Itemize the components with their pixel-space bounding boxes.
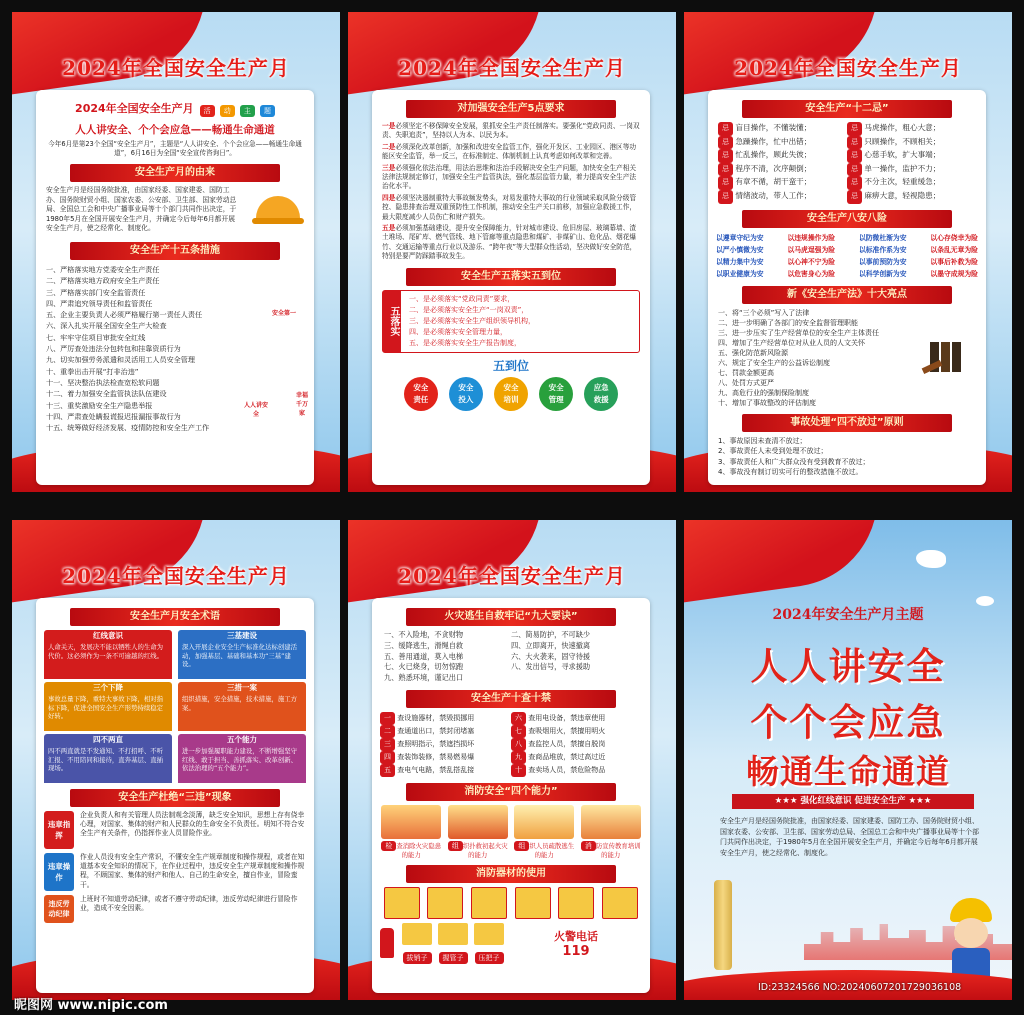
list-item: 1、事故原因未查清不放过； [718,436,807,445]
poster-panel-6 [684,520,1012,1000]
poster-panel-2 [348,12,676,492]
list-item: 2、事故责任人未受到处理不放过； [718,447,828,456]
requirement-item: 一是必须坚定不移保障安全发展，狠抓安全生产责任制落实。要强化“党政同责、一岗双责、失职追责”，坚持以人为本、以民为本。 [382,122,640,140]
list-item: 八、发出信号，寻求援助 [511,662,591,672]
site-watermark: 昵图网 www.nipic.com [14,998,168,1013]
theme-note: 今年6月是第23个全国“安全生产月”，主题是“人人讲安全、个个会应急——畅通生命通道”，6月16日为全国“安全宣传咨询日”。 [48,140,302,157]
circle-safety-responsibility: 安全 责任 [404,377,438,411]
section-bar-four: 事故处理“四不放过”原则 [742,414,952,432]
eight-grid [708,232,986,280]
twelve-row: 忌 程序不清，次序颠倒； 忌 单一操作，监护不力； [718,163,976,177]
ability-item: 组 织人员疏散逃生的能力 [514,805,574,859]
twelve-row: 忌 情绪波动，带人工作； 忌 麻痹大意，轻视隐患； [718,190,976,204]
theme-slogan: 人人讲安全、个个会应急——畅通生命通道 [75,124,275,136]
side-label-happiness: 幸福千万家 [295,392,308,417]
ten-list [372,712,650,777]
list-item: 二、是必须落实安全生产“一岗双责”， [409,305,529,314]
term-card: 三措一案 组织措施，安全措施，技术措施，施工方案。 [178,682,306,731]
slogan-stars: ★★★ [908,796,932,806]
section-bar-law: 新《安全生产法》十大亮点 [742,286,952,304]
list-item: 十、重拳出击开展“打非治违” [46,366,139,376]
theme-line-1: 人人讲安全 [750,644,946,688]
extinguisher-icon [427,887,463,919]
badge: 题 [260,105,275,117]
term-card: 三个下降 事故总量下降，重特大事故下降，相对指标下降，促进全国安全生产形势持续稳定好转。 [44,682,172,731]
list-item: 四、严肃追究领导责任和监管责任 [46,298,153,308]
circle-emergency-rescue: 应急 救援 [584,377,618,411]
extinguisher-icon [515,887,551,919]
list-item: 一、严格落实地方党委安全生产责任 [46,265,160,274]
fire-scene-illustration [448,805,508,839]
eight-row: 以遵章守纪为安 以违规操作为险 以防微杜渐为安 以心存侥幸为险 [716,233,978,242]
ability-row [372,805,650,859]
section-bar-nine: 火灾逃生自救牢记“九大要诀” [406,608,616,626]
list-item: 六、大火袭来，固守待援 [511,651,591,661]
list-item: 五、善用通道，莫入电梯 [384,651,464,661]
theme-description: 安全生产月是经国务院批准，由国家经委、国家建委、国防工办、国务院财贸小组、国家农委、公安部、卫生部、国家劳动总局、全国总工会和中央广播事业局等十个部门共同作出决定，于1980年5月在全国开展安全生产月，并确定今后每年6月都开展安全生产月，使之经常化、制度化。 [720,817,979,857]
content-card [372,90,650,485]
list-item: 三、严格落实部门安全监管责任 [46,287,146,297]
theme-heading: 2024年全国安全生产月 [75,101,194,115]
fire-phone-number: 119 [562,943,590,959]
list-item: 九、熟悉环境，谨记出口 [384,673,464,683]
extinguisher-icon [558,887,594,919]
extinguisher-icon [471,887,507,919]
theme-title: 2024年安全生产月主题 [772,607,924,623]
theme-line-3: 畅通生命通道 [746,752,950,791]
side-label-everyone: 人人讲安全 [244,402,269,418]
twelve-row: 忌 急躁操作，忙中出错； 忌 只顾操作，不顾相关； [718,136,976,150]
list-item: 五、是必须落实安全生产报告制度， [409,338,521,347]
content-card [708,90,986,485]
ability-item: 组 织扑救初起火灾的能力 [448,805,508,859]
list-item: 十四、严肃查处瞒报谎报迟报漏报事故行为 [46,411,181,421]
section-bar-three: 安全生产杜绝“三违”现象 [70,789,280,807]
section-bar-eight: 安全生产八安八险 [742,210,952,228]
fire-scene-illustration [514,805,574,839]
requirement-item: 五是必须加强基础建设，提升安全保障能力，针对城市建设、危旧房屋、玻璃幕墙、渣土堆场、尾矿库、燃气管线、地下管廊等重点隐患和煤矿、非煤矿山、危化品、烟花爆竹、交通运输等重点行业以及游乐、“跨年夜”等大型群众性活动，坚决做好安全防范，特别是要严防踩踏事故发生。 [382,224,637,261]
list-item: 八、处罚方式更严 [718,378,774,387]
list-item: 七、火已烧身，切勿惊跑 [384,662,464,672]
equip-step: 握管子 [438,923,468,964]
list-item: 四、是必须落实安全管理力量， [409,327,507,336]
list-item: 九、切实加强劳务派遣和灵活用工人员安全管理 [46,355,195,365]
requirement-item: 三是必须强化依法治理，用法治思维和法治手段解决安全生产问题，加快安全生产相关法律法规制定修订，加强安全生产监管执法，强化基层监管力量，着力提高安全生产法治化水平。 [382,163,637,191]
twelve-row: 忌 忙乱操作，顾此失彼； 忌 心慈手软，扩大事端； [718,149,976,163]
list-item: 三、缓降逃生，滑绳自救 [384,640,464,650]
content-card [36,598,314,993]
list-item: 五、企业主要负责人必须严格履行第一责任人责任 [46,310,203,320]
huabiao-pillar-illustration [714,880,732,970]
ten-row: 二 查通道出口，禁封闭堵塞 七 查吸烟用火，禁擅用明火 [380,725,642,738]
five-side-label: 五落实 [383,291,401,352]
terms-grid [36,630,314,783]
extinguisher-steps [372,887,650,919]
fire-phone-label: 火警电话 [554,929,598,943]
ability-item: 消 防宣传教育培训的能力 [581,805,641,859]
list-item: 八、严厉查处违法分包转包和挂靠资质行为 [46,344,181,354]
circle-safety-training: 安全 培训 [494,377,528,411]
twelve-row: 忌 有章不循，胡干蛮干； 忌 不分主次，轻重缓急； [718,176,976,190]
five-dao-circles [372,377,650,411]
section-bar-measures: 安全生产十五条措施 [70,242,280,260]
origin-text: 安全生产月是经国务院批准，由国家经委、国家建委、国防工办、国务院财贸小组、国家农委、公安部、卫生部、国家劳动总局、全国总工会和中央广播事业局等十个部门共同作出决定，于1980年5月在全国开展安全生产月，并确定今后每年6月都开展安全生产月，使之经常化、制度化。 [46,186,237,233]
ten-row: 四 查装饰装修，禁易燃易爆 九 查商品堆放，禁过高过近 [380,751,642,764]
list-item: 六、规定了安全生产的公益诉讼制度 [718,358,830,367]
eight-row: 以职业健康为安 以危害身心为险 以科学创新为安 以墨守成规为险 [716,269,978,278]
section-bar-requirements: 对加强安全生产5点要求 [406,100,616,118]
section-bar-ten: 安全生产十查十禁 [406,690,616,708]
list-item: 七、罚款金额更高 [718,368,774,377]
worker-mascot-illustration [942,898,1000,978]
list-item: 十三、重奖激励安全生产隐患举报 [46,400,153,410]
poster-panel-1 [12,12,340,492]
equip-step: 拔销子 [402,923,432,964]
term-card: 红线意识 人命关天，发展决不能以牺牲人的生命为代价。这必须作为一条不可逾越的红线。 [44,630,172,679]
circle-safety-management: 安全 管理 [539,377,573,411]
ten-row: 五 查电气电路，禁乱搭乱接 十 查卖场人员，禁危险物品 [380,764,642,777]
list-item: 十、增加了事故整改的评估制度 [718,398,816,407]
law-books-illustration [922,342,972,378]
measures-list [36,264,314,433]
twelve-list [708,122,986,204]
ten-row: 一 查设施器材，禁毁损挪用 六 查用电设备，禁违章使用 [380,712,642,725]
poster-panel-5 [348,520,676,1000]
list-item: 3、事故责任人和广大群众没有受到教育不放过； [718,457,870,466]
eight-row: 以精力集中为安 以心神不宁为险 以事前预防为安 以事后补救为险 [716,257,978,266]
red-flag-decoration [684,520,889,606]
section-bar-terms: 安全生产月安全术语 [70,608,280,626]
three-list [36,811,314,923]
theme-badges [200,98,275,117]
term-card: 四不两直 四不两直就是不发通知、不打招呼、不听汇报、不用陪同和接待，直奔基层、直插现场。 [44,734,172,783]
nine-list [372,630,650,684]
circle-safety-investment: 安全 投入 [449,377,483,411]
panel-title: 2024年全国安全生产月 [62,564,290,588]
list-item: 一、是必须落实“党政同责”要求， [409,294,515,303]
section-bar-five: 安全生产五落实五到位 [406,268,616,286]
side-label-safety-first: 安全第一 [271,310,296,317]
panel-title: 2024年全国安全生产月 [398,564,626,588]
list-item: 九、高危行业的强制保险制度 [718,388,809,397]
poster-panel-4 [12,520,340,1000]
panel-title: 2024年全国安全生产月 [734,56,962,80]
content-card [36,90,314,485]
list-item: 十一、坚决整治执法检查宽松软问题 [46,377,160,387]
poster-panel-3 [684,12,1012,492]
list-item: 十五、统筹做好经济发展、疫情防控和安全生产工作 [46,423,210,433]
violation-item: 违章操作 作业人员没有安全生产常识，不懂安全生产规章制度和操作规程，或者在知道基本安全知识的情况下，在作业过程中，违反安全生产规章制度和操作规程，不顾国家、集体的财产和他人、自己的生命安全，擅自作业，冒险蛮干。 [44,853,306,891]
section-bar-origin: 安全生产月的由来 [70,164,280,182]
id-watermark: ID:23324566 NO:20240607201729036108 [758,982,962,993]
list-item: 五、强化防范新风险源 [718,348,788,357]
fire-scene-illustration [581,805,641,839]
slogan-bar [732,794,974,809]
theme-line-2: 个个会应急 [750,700,946,744]
badge: 动 [220,105,235,117]
term-card: 三基建设 深入开展企业安全生产标准化达标创建活动，加强基层、基础和基本功“三基”建设。 [178,630,306,679]
list-item: 三、进一步压实了生产经营单位的安全生产主体责任 [718,328,879,337]
safety-helmet-illustration [250,186,306,236]
ten-row: 三 查照明指示，禁遮挡损坏 八 查监控人员，禁擅自脱岗 [380,738,642,751]
list-item: 十二、着力加强安全监管执法队伍建设 [46,389,167,399]
requirement-item: 四是必须坚决遏制重特大事故频发势头，对易发重特大事故的行业领域采取风险分级管控、隐患排查治理双重预防性工作机制，推动安全生产关口前移，加强应急救援工作，最大限度减少人员伤亡和财产损失。 [382,193,637,221]
section-bar-equip: 消防器材的使用 [406,865,616,883]
badge: 活 [200,105,215,117]
list-item: 二、严格落实地方政府安全生产责任 [46,276,160,286]
list-item: 4、事故没有制订切实可行的整改措施不放过。 [718,468,863,477]
list-item: 三、是必须落实安全生产组织领导机构， [409,316,535,325]
five-list [401,291,639,352]
violation-item: 违反劳动纪律 上班时不知道劳动纪律，或者不遵守劳动纪律，违反劳动纪律进行冒险作业，造成不安全因素。 [44,895,306,923]
list-item: 六、深入扎实开展全国安全生产大检查 [46,321,167,331]
equip-step: 压把子 [474,923,504,964]
list-item: 二、进一步明确了各部门的安全监督管理职能 [718,318,858,327]
list-item: 四、立即离开，快速撤离 [511,640,591,650]
list-item: 七、牢牢守住项目审批安全红线 [46,332,146,342]
four-list [708,436,986,478]
list-item: 一、将“三个必须”写入了法律 [718,308,810,317]
extinguisher-icon [384,887,420,919]
list-item: 二、简易防护，不可缺少 [511,630,591,639]
dove-icon [916,550,946,568]
fire-extinguisher-icon [380,928,394,958]
list-item: 四、增加了生产经营单位对从业人员的人文关怀 [718,338,865,347]
section-bar-ability: 消防安全“四个能力” [406,783,616,801]
list-item: 一、不入险地，不贪财物 [384,630,464,639]
panel-title: 2024年全国安全生产月 [398,56,626,80]
extinguisher-icon [602,887,638,919]
fire-scene-illustration [381,805,441,839]
panel-title: 2024年全国安全生产月 [62,56,290,80]
twelve-row: 忌 盲目操作，不懂装懂； 忌 马虎操作，粗心大意； [718,122,976,136]
term-card: 五个能力 进一步加强履职能力建设，不断增强坚守红线、敢于担当、善抓落实、改革创新、依法治理的“五个能力”。 [178,734,306,783]
requirement-item: 二是必须深化改革创新，加强和改进安全监管工作，强化开发区、工业园区、港区等功能区安全监管，举一反三，在标准制定、体制机制上认真考虑如何改革和完善。 [382,142,637,161]
content-card [372,598,650,993]
requirements-list [372,122,650,262]
violation-item: 违章指挥 企业负责人和有关管理人员法制观念淡薄，缺乏安全知识，思想上存有侥幸心理，对国家、集体的财产和人民群众的生命安全不负责任。明知不符合安全生产有关条件，仍指挥作业人员冒险作业。 [44,811,306,849]
section-bar-twelve: 安全生产“十二忌” [742,100,952,118]
badge: 主 [240,105,255,117]
slogan-text: 强化红线意识 促进安全生产 [800,796,906,806]
ability-item: 检 查消除火灾隐患的能力 [381,805,441,859]
eight-row: 以严小慎微为安 以马虎逞强为险 以标准作系为安 以条乱无章为险 [716,245,978,254]
five-dao-heading: 五到位 [492,358,529,373]
slogan-stars: ★★★ [774,796,798,806]
